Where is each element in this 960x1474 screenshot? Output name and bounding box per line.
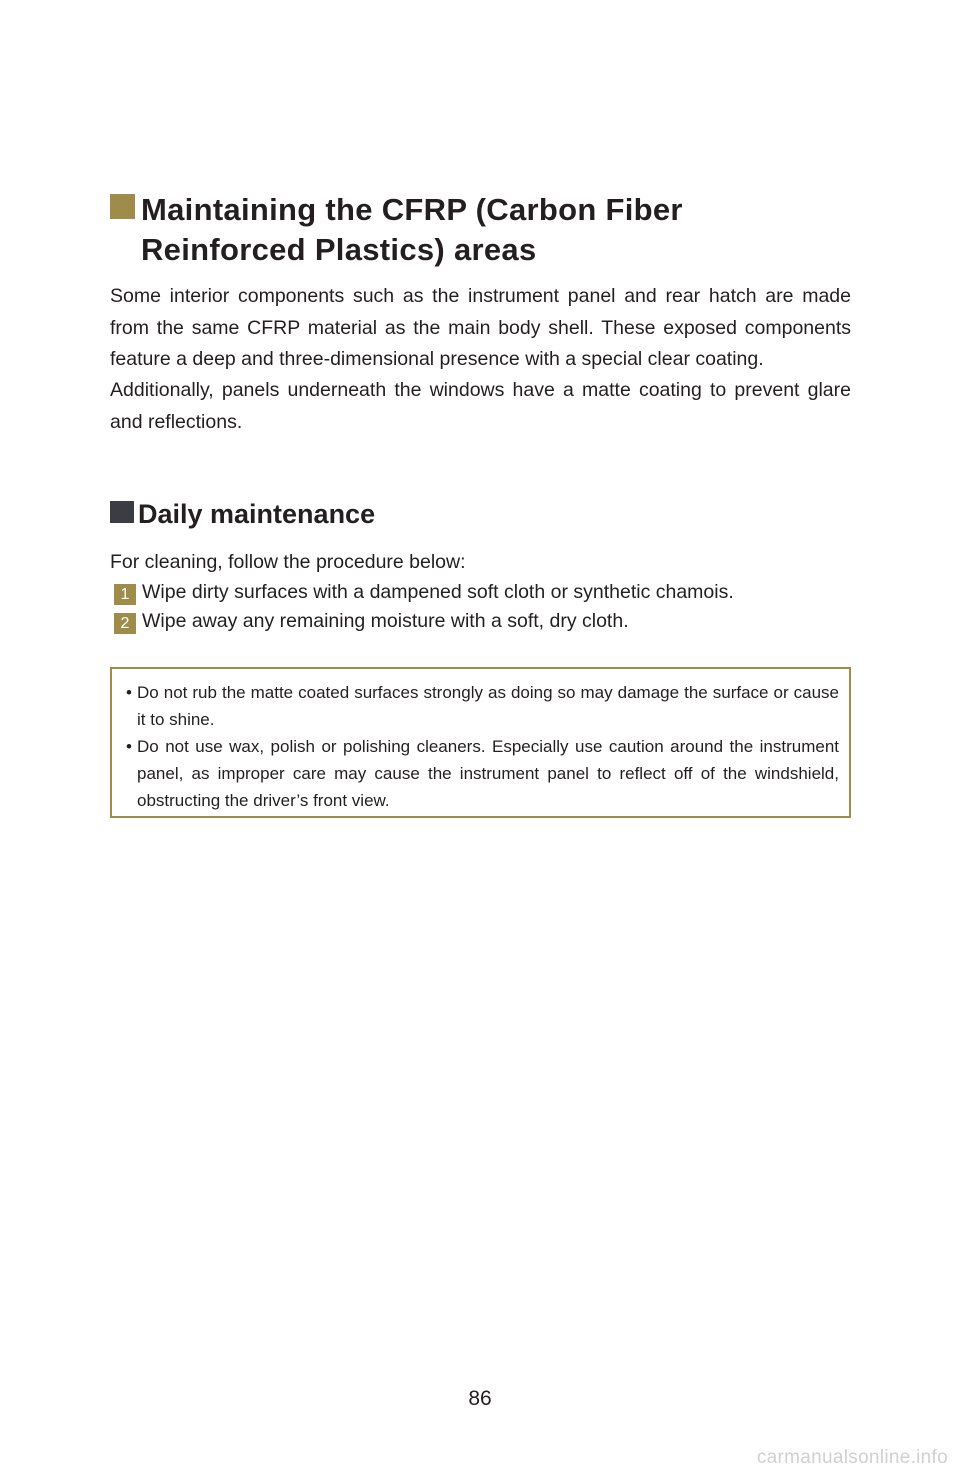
- note-item-matte-surfaces: [126, 679, 839, 733]
- page-number: 86: [468, 1387, 492, 1410]
- section-heading-daily-maintenance: Daily maintenance: [138, 499, 376, 529]
- section-maintaining-cfrp: [110, 190, 851, 270]
- step-text: Wipe away any remaining moisture with a soft, dry cloth.: [142, 610, 629, 632]
- bullet-icon: •: [126, 683, 132, 702]
- section-daily-maintenance: [110, 497, 851, 531]
- note-item-wax-polish: [126, 733, 839, 814]
- procedure-intro: For cleaning, follow the procedure below:: [110, 551, 466, 573]
- paragraph-matte-coating: Additionally, panels underneath the windows have a matte coating to prevent glare and reflections.: [110, 379, 851, 433]
- watermark-text: carmanualsonline.info: [756, 1447, 948, 1468]
- procedure-step-2: [114, 607, 629, 636]
- section-heading-cfrp: Maintaining the CFRP (Carbon Fiber Reinforced Plastics) areas: [141, 192, 683, 267]
- step-text: Wipe dirty surfaces with a dampened soft cloth or synthetic chamois.: [142, 581, 734, 603]
- step-number-badge: 2: [114, 613, 136, 634]
- step-number-badge: 1: [114, 584, 136, 605]
- note-item-text: Do not use wax, polish or polishing cleaners. Especially use caution around the instrument panel, as improper care may cause the instrument panel to reflect off of the windshield, obstructing the driver’s front view.: [137, 737, 839, 810]
- procedure-step-1: [114, 578, 734, 607]
- bullet-icon: •: [126, 737, 132, 756]
- caution-note-box: [110, 667, 851, 818]
- note-item-text: Do not rub the matte coated surfaces strongly as doing so may damage the surface or cause it to shine.: [137, 683, 839, 729]
- paragraph-cfrp-components: Some interior components such as the instrument panel and rear hatch are made from the same CFRP material as the main body shell. These exposed components feature a deep and three-dimensional presence with a special clear coating.: [110, 285, 851, 370]
